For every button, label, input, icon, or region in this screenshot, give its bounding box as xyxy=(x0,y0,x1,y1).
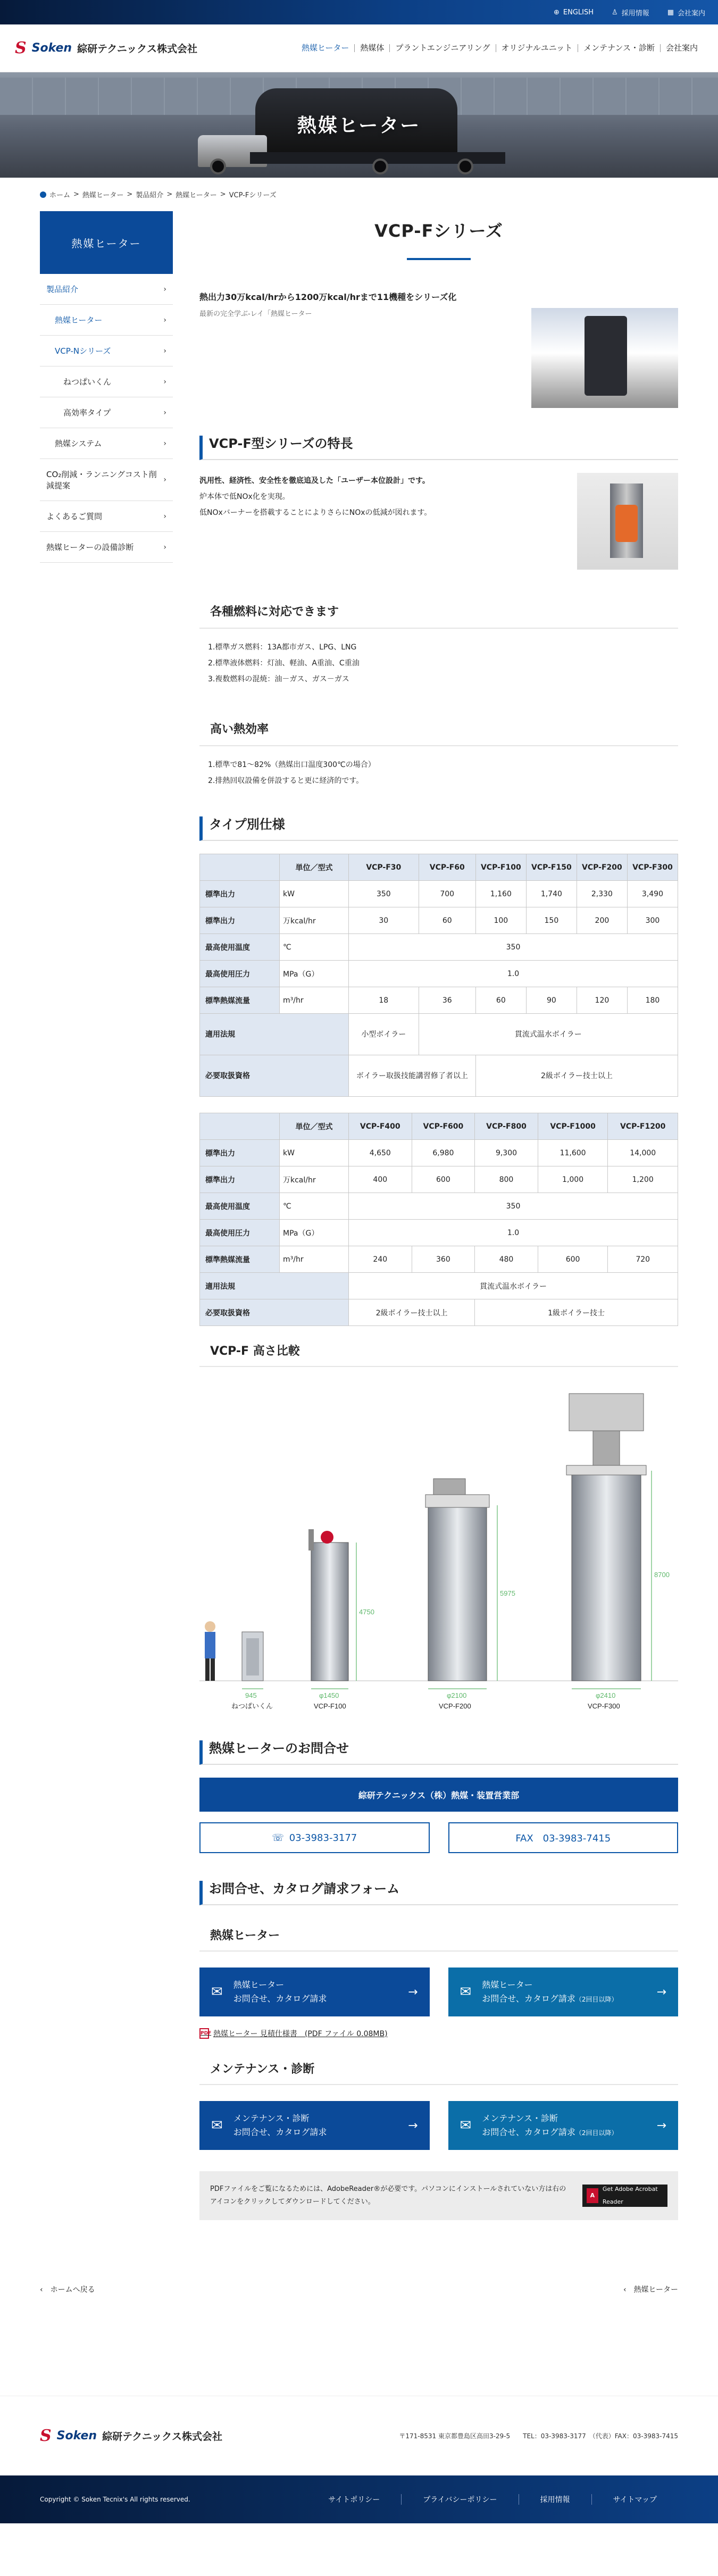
home-dot-icon xyxy=(40,191,46,198)
list-item: 1.標準で81～82%（熱媒出口温度300℃の場合） xyxy=(208,761,375,769)
efficiency-list xyxy=(199,757,678,789)
fax-button: FAX 03-3983-7415 xyxy=(448,1822,679,1853)
chevron-right-icon: › xyxy=(163,315,166,324)
contact-heading: 熱媒ヒーターのお問合せ xyxy=(199,1740,678,1765)
table-row: 標準熱媒流量 m³/hr 18 36 60 90 120 180 xyxy=(200,987,678,1014)
table-row: 適用法規 小型ボイラー 貫流式温水ボイラー xyxy=(200,1014,678,1055)
footer-links xyxy=(307,2494,678,2505)
maintenance-inquiry-button[interactable]: ✉ メンテナンス・診断 お問合せ、カタログ請求 → xyxy=(199,2101,430,2150)
arrow-right-icon: → xyxy=(408,2119,418,2132)
table-row: 標準出力 kW 4,650 6,980 9,300 11,600 14,000 xyxy=(200,1140,678,1166)
mail-icon: ✉ xyxy=(211,2118,223,2133)
features-heading: VCP-F型シリーズの特長 xyxy=(199,436,678,460)
table-row: 標準出力 kW 350 700 1,160 1,740 2,330 3,490 xyxy=(200,881,678,907)
sidebar-item-diagnosis[interactable]: 熱媒ヒーターの設備診断 › xyxy=(40,532,173,563)
fuel-list xyxy=(199,639,678,687)
table-row: 必要取扱資格 2級ボイラー技士以上 1級ボイラー技士 xyxy=(200,1299,678,1326)
chevron-right-icon: › xyxy=(163,476,166,484)
table-row: 最高使用圧力 MPa（G） 1.0 xyxy=(200,961,678,987)
globe-icon: ⊕ xyxy=(553,8,560,16)
mail-icon: ✉ xyxy=(211,1984,223,2000)
features-line-1: 汎用性、経済性、安全性を徹底追及した「ユーザー本位設計」です。 xyxy=(199,477,430,485)
building-icon: ▦ xyxy=(667,8,674,16)
site-header xyxy=(0,24,718,72)
table-row: 最高使用温度 ℃ 350 xyxy=(200,934,678,961)
footer-link-recruit[interactable]: 採用情報 xyxy=(519,2494,591,2505)
height-comparison-diagram xyxy=(199,1383,678,1713)
pdf-spec-link[interactable]: PDF 熱媒ヒーター 見積仕様書 (PDF ファイル 0.08MB) xyxy=(199,2028,678,2039)
forms-heading: お問合せ、カタログ請求フォーム xyxy=(199,1881,678,1905)
unit-label: VCP-F200 xyxy=(439,1702,471,1710)
phone-icon: ☏ xyxy=(272,1832,284,1844)
footer-link-sitemap[interactable]: サイトマップ xyxy=(591,2494,678,2505)
heater-inquiry-button[interactable]: ✉ 熱媒ヒーター お問合せ、カタログ請求 → xyxy=(199,1968,430,2016)
spec-table-2 xyxy=(199,1113,678,1326)
logo-mark-icon: S xyxy=(40,2427,52,2445)
recruit-link[interactable]: ♙ 採用情報 xyxy=(612,8,649,18)
top-bar xyxy=(0,0,718,24)
netsupaikun-unit xyxy=(242,1632,263,1681)
adobe-reader-badge[interactable]: A Get Adobe Acrobat Reader xyxy=(582,2185,667,2207)
nav-maintenance[interactable]: メンテナンス・診断 xyxy=(578,44,660,52)
heater-repeat-inquiry-button[interactable]: ✉ 熱媒ヒーター お問合せ、カタログ請求（2回目以降） → xyxy=(448,1968,679,2016)
dim-label: φ1450 xyxy=(319,1691,339,1699)
table-header-row: 単位／型式 VCP-F400 VCP-F600 VCP-F800 VCP-F1000 VCP-F1200 xyxy=(200,1113,678,1140)
english-link[interactable]: ⊕ ENGLISH xyxy=(553,8,594,16)
sidebar-title: 熱媒ヒーター xyxy=(40,211,173,274)
adobe-notice xyxy=(199,2171,678,2220)
company-link[interactable]: ▦ 会社案内 xyxy=(667,8,705,18)
mail-icon: ✉ xyxy=(460,1984,472,2000)
footer-link-privacy[interactable]: プライバシーポリシー xyxy=(401,2494,518,2505)
copyright: Copyright © Soken Tecnix's All rights reserved. xyxy=(40,2496,190,2503)
pager-next[interactable]: ‹ 熱媒ヒーター xyxy=(623,2286,678,2294)
breadcrumb-heater[interactable]: 熱媒ヒーター xyxy=(82,191,124,199)
intro-section xyxy=(199,287,678,408)
chevron-right-icon: › xyxy=(163,512,166,521)
table-row: 標準熱媒流量 m³/hr 240 360 480 600 720 xyxy=(200,1246,678,1273)
compare-heading: VCP-F 高さ比較 xyxy=(199,1342,678,1367)
breadcrumb: ホーム > 熱媒ヒーター > 製品紹介 > 熱媒ヒーター > VCP-Fシリーズ xyxy=(0,178,718,211)
table-row: 必要取扱資格 ボイラー取扱技能講習修了者以上 2級ボイラー技士以上 xyxy=(200,1055,678,1097)
sidebar-item-heater[interactable]: 熱媒ヒーター › xyxy=(40,305,173,336)
chevron-right-icon: › xyxy=(163,346,166,355)
unit-labels xyxy=(231,1702,620,1710)
table-header-row: 単位／型式 VCP-F30 VCP-F60 VCP-F100 VCP-F150 VCP-F200 VCP-F300 xyxy=(200,854,678,881)
footer-address: 〒171-8531 東京都豊島区高田3-29-5 TEL：03-3983-3177 （代表）FAX：03-3983-7415 xyxy=(399,2432,678,2440)
vcp-f100-unit xyxy=(308,1529,348,1681)
chevron-right-icon: › xyxy=(163,543,166,552)
page-title: VCP-Fシリーズ xyxy=(374,221,503,241)
table-row: 最高使用温度 ℃ 350 xyxy=(200,1193,678,1220)
dim-label: φ2410 xyxy=(596,1691,616,1699)
table-row: 標準出力 万kcal/hr 400 600 800 1,000 1,200 xyxy=(200,1166,678,1193)
site-footer xyxy=(0,2396,718,2475)
arrow-right-icon: → xyxy=(656,2119,666,2132)
sidebar-item-co2[interactable]: CO₂削減・ランニングコスト削減提案 › xyxy=(40,459,173,501)
title-underline xyxy=(407,258,471,260)
arrow-right-icon: → xyxy=(408,1985,418,1999)
vcp-f300-unit xyxy=(566,1394,646,1681)
pdf-icon: PDF xyxy=(199,2028,209,2039)
table-row: 最高使用圧力 MPa（G） 1.0 xyxy=(200,1220,678,1246)
wheel-icon xyxy=(457,159,473,174)
adobe-notice-text: PDFファイルをご覧になるためには、AdobeReader®が必要です。パソコンにインストールされていない方は右のアイコンをクリックしてダウンロードしてください。 xyxy=(210,2185,566,2206)
nav-plant[interactable]: プラントエンジニアリング xyxy=(389,44,495,52)
dim-label: φ2100 xyxy=(447,1691,467,1699)
list-item: 1.標準ガス燃料：13A都市ガス、LPG、LNG xyxy=(208,643,357,652)
sidebar-item-netsupaikun[interactable]: ねつぱいくん › xyxy=(40,366,173,397)
arrow-right-icon: → xyxy=(656,1985,666,1999)
chevron-right-icon: › xyxy=(163,439,166,448)
list-item: 3.複数燃料の混焼：油－ガス、ガス－ガス xyxy=(208,675,349,683)
tel-button[interactable]: ☏ 03-3983-3177 xyxy=(199,1822,430,1853)
spec-table-1 xyxy=(199,854,678,1097)
breadcrumb-current: VCP-Fシリーズ xyxy=(229,191,277,199)
cutaway-diagram-image xyxy=(577,473,678,570)
product-photo xyxy=(531,308,678,408)
footer-link-site-policy[interactable]: サイトポリシー xyxy=(328,2496,380,2504)
nav-heater[interactable]: 熱媒ヒーター xyxy=(301,43,349,53)
dim-label: 5975 xyxy=(500,1589,515,1597)
sidebar-item-high-efficiency[interactable]: 高効率タイプ › xyxy=(40,397,173,428)
maintenance-repeat-inquiry-button[interactable]: ✉ メンテナンス・診断 お問合せ、カタログ請求（2回目以降） → xyxy=(448,2101,679,2150)
hero-title: 熱媒ヒーター xyxy=(297,115,421,137)
forms-maintenance-heading: メンテナンス・診断 xyxy=(199,2060,678,2085)
forms-heater-heading: 熱媒ヒーター xyxy=(199,1927,678,1952)
sidebar-item-vcpn[interactable]: VCP-Nシリーズ › xyxy=(40,336,173,366)
wheel-icon xyxy=(210,159,226,174)
breadcrumb-home[interactable]: ホーム xyxy=(49,191,71,199)
heater-form-buttons xyxy=(199,1968,678,2016)
hero-banner xyxy=(0,72,718,178)
maintenance-form-buttons xyxy=(199,2101,678,2150)
height-comparison-svg xyxy=(199,1383,678,1713)
dim-label: 945 xyxy=(245,1691,257,1699)
person-figure xyxy=(205,1621,215,1681)
sidebar-item-faq[interactable]: よくあるご質問 › xyxy=(40,501,173,532)
chevron-right-icon: › xyxy=(163,408,166,417)
chevron-right-icon: › xyxy=(163,285,166,294)
page-pager xyxy=(0,2284,718,2295)
vcp-f200-unit xyxy=(425,1479,489,1681)
list-item: 2.標準液体燃料：灯油、軽油、A重油、C重油 xyxy=(208,659,360,668)
breadcrumb-products[interactable]: 製品紹介 xyxy=(136,191,164,199)
list-item: 2.排熱回収設備を併設すると更に経済的です。 xyxy=(208,777,364,785)
dim-label: 8700 xyxy=(654,1571,670,1579)
sidebar-item-system[interactable]: 熱媒システム › xyxy=(40,428,173,459)
chevron-right-icon: › xyxy=(163,377,166,386)
global-nav xyxy=(296,44,703,52)
main-content xyxy=(199,211,678,2220)
mail-icon: ✉ xyxy=(460,2118,472,2133)
table-row: 適用法規 貫流式温水ボイラー xyxy=(200,1273,678,1299)
footer-logo[interactable]: S Soken 綜研テクニックス株式会社 xyxy=(40,2427,222,2445)
spec-heading: タイプ別仕様 xyxy=(199,816,678,841)
features-line-3: 低NOxバーナーを搭載することによりさらにNOxの低減が図れます。 xyxy=(199,508,432,517)
breadcrumb-heater-2[interactable]: 熱媒ヒーター xyxy=(176,191,217,199)
efficiency-heading: 高い熱効率 xyxy=(199,720,678,746)
nav-unit[interactable]: オリジナルユニット xyxy=(496,44,578,52)
unit-label: VCP-F100 xyxy=(314,1702,346,1710)
intro-text: 熱出力30万kcal/hrから1200万kcal/hrまで11機種をシリーズ化 xyxy=(199,292,457,302)
logo-mark-icon: S xyxy=(15,39,27,57)
sidebar xyxy=(40,211,173,2220)
adobe-icon: A xyxy=(587,2188,598,2203)
unit-label: ねつぱいくん xyxy=(231,1702,273,1710)
dim-label: 4750 xyxy=(359,1608,374,1616)
fuel-heading: 各種燃料に対応できます xyxy=(199,603,678,629)
person-icon: ♙ xyxy=(612,8,618,16)
bottom-bar xyxy=(0,2475,718,2523)
contact-buttons xyxy=(199,1822,678,1853)
features-line-2: 炉本体で低NOx化を実現。 xyxy=(199,493,290,501)
sidebar-item-products[interactable]: 製品紹介 › xyxy=(40,274,173,305)
nav-medium[interactable]: 熱媒体 xyxy=(354,44,389,52)
wheel-icon xyxy=(372,159,388,174)
site-logo[interactable]: S Soken 綜研テクニックス株式会社 xyxy=(15,39,197,57)
contact-department: 綜研テクニックス（株）熱媒・装置営業部 xyxy=(199,1778,678,1812)
table-row: 標準出力 万kcal/hr 30 60 100 150 200 300 xyxy=(200,907,678,934)
features-section xyxy=(199,473,678,570)
nav-company[interactable]: 会社案内 xyxy=(660,44,703,52)
intro-subtext: 最新の完全学ぶ-レイ「熱媒ヒーター xyxy=(199,310,312,318)
pager-prev[interactable]: ‹ ホームへ戻る xyxy=(40,2286,95,2294)
unit-label: VCP-F300 xyxy=(588,1702,620,1710)
